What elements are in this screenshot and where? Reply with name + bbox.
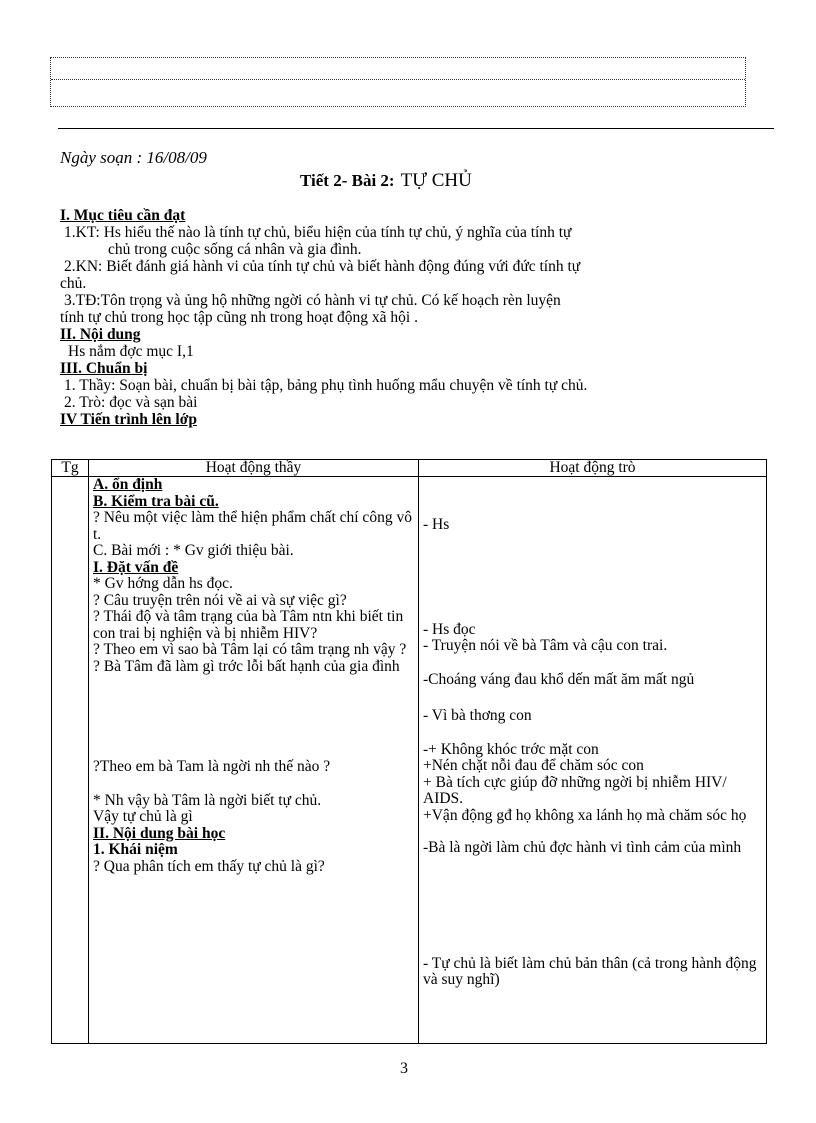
objective-attitude-cont: tính tự chủ trong học tập cũng nh trong hoạt động xã hội . (60, 309, 418, 326)
objective-skills: 2.KN: Biết đánh giá hành vi của tính tự chủ và biết hành động đúng vứi đức tính tự (64, 258, 581, 275)
step-c: C. Bài mới : * Gv giới thiệu bài. (93, 542, 294, 559)
teacher-activity-cell (89, 477, 419, 1044)
header-box-divider (51, 79, 745, 80)
student-answer-6b: +Nén chặt nỗi đau để chăm sóc con (423, 757, 644, 774)
student-answer-3: - Truyện nói về bà Tâm và cậu con trai. (423, 637, 668, 654)
lesson-topic: TỰ CHỦ (400, 170, 472, 191)
teacher-question-9: Vậy tự chủ là gì (93, 808, 193, 825)
page-number: 3 (400, 1060, 408, 1077)
section-objectives-title: I. Mục tiêu cần đạt (60, 207, 186, 224)
table-row (52, 477, 767, 1044)
section-content-title: II. Nội dung (60, 326, 141, 343)
content-text: Hs nắm đợc mục I,1 (68, 343, 194, 360)
student-answer-1: - Hs (423, 516, 450, 533)
objective-skills-cont: chủ. (60, 275, 87, 292)
student-answer-6a: -+ Không khóc trớc mặt con (423, 740, 599, 758)
header-student: Hoạt động trò (419, 460, 767, 477)
objectives-section (60, 207, 772, 428)
objective-knowledge-cont: chủ trong cuộc sống cá nhân và gia đình. (108, 241, 362, 258)
student-activity-cell (419, 477, 767, 1044)
student-answer-6c: + Bà tích cực giúp đỡ những ngời bị nhiễm HIV/ AIDS. (423, 773, 727, 807)
teacher-question-2: * Gv hớng dẫn hs đọc. (93, 575, 233, 592)
preparation-date: Ngày soạn : 16/08/09 (60, 148, 207, 167)
lesson-activity-table (51, 459, 767, 1044)
objective-attitude: 3.TĐ:Tôn trọng và ủng hộ những ngời có hành vi tự chủ. Có kế hoạch rèn luyện (64, 292, 561, 309)
header-time: Tg (52, 460, 89, 477)
header-rule (58, 128, 774, 129)
lesson-number: Tiết 2- Bài 2: (300, 171, 395, 190)
student-answer-5: - Vì bà thơng con (423, 707, 532, 724)
teacher-question-8: * Nh vậy bà Tâm là ngời biết tự chủ. (93, 791, 322, 809)
step-b: B. Kiểm tra bài cũ. (93, 492, 219, 510)
section-procedure-title: IV Tiến trình lên lớp (60, 411, 197, 428)
table-header-row (52, 460, 767, 477)
teacher-question-5: ? Theo em vì sao bà Tâm lại có tâm trạng nh vậy ? (93, 641, 407, 658)
student-answer-10: - Tự chủ là biết làm chủ bản thân (cả trong hành động và suy nghĩ) (423, 954, 757, 988)
teacher-question-1: ? Nêu một việc làm thể hiện phẩm chất chí công vô t. (93, 509, 412, 543)
student-answer-2: - Hs đọc (423, 620, 476, 638)
student-answer-6d: +Vận động gđ họ không xa lánh họ mà chăm sóc họ (423, 806, 747, 824)
teacher-question-6: ? Bà Tâm đã làm gì trớc lỗi bất hạnh của gia đình (93, 657, 400, 675)
teacher-question-10: ? Qua phân tích em thấy tự chủ là gì? (93, 857, 325, 875)
lesson-title (300, 170, 472, 192)
step-a: A. ổn định (93, 476, 163, 493)
section-preparation-title: III. Chuẩn bị (60, 360, 148, 377)
teacher-question-3: ? Câu truyện trên nói về ai và sự việc gì? (93, 591, 347, 609)
student-answer-4: -Choáng váng đau khổ dến mất ăm mất ngủ (423, 670, 695, 688)
step-f: 1. Khái niệm (93, 841, 178, 858)
time-cell (52, 477, 89, 1044)
preparation-student: 2. Trò: đọc và sạn bài (64, 394, 198, 411)
student-answer-7: -Bà là ngời làm chủ đợc hành vi tình cảm của mình (423, 839, 742, 856)
header-teacher: Hoạt động thầy (89, 460, 419, 477)
header-box (50, 57, 746, 107)
preparation-teacher: 1. Thầy: Soạn bài, chuẩn bị bài tập, bảng phụ tình huống mẩu chuyện về tính tự chủ. (64, 377, 588, 394)
objective-knowledge: 1.KT: Hs hiểu thế nào là tính tự chủ, biểu hiện của tính tự chủ, ý nghĩa của tính tự (64, 224, 572, 241)
step-d: I. Đặt vấn đề (93, 558, 179, 576)
teacher-question-7: ?Theo em bà Tam là ngời nh thế nào ? (93, 758, 331, 775)
teacher-question-4: ? Thái độ và tâm trạng của bà Tâm ntn khi biết tin con trai bị nghiện và bị nhiễm HIV? (93, 608, 404, 642)
step-e: II. Nội dung bài học (93, 824, 226, 842)
